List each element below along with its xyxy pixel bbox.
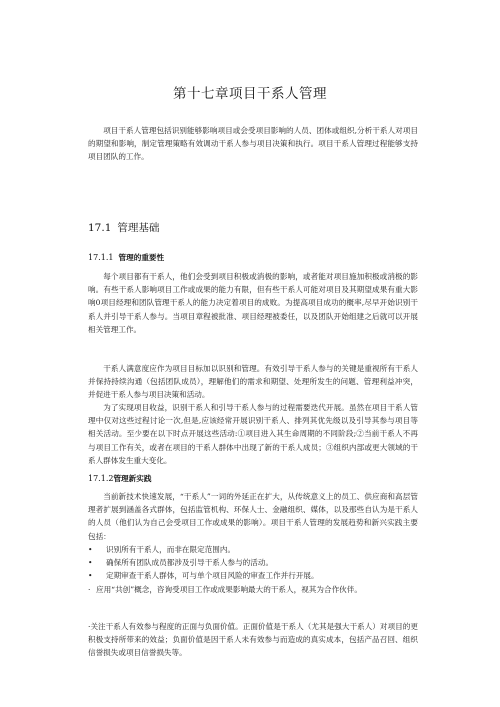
bullet-mark: ·: [88, 584, 91, 594]
section-heading: [88, 220, 159, 235]
subsection-1-paragraph-3: 为了实现项目收益，识别干系人和引导干系人参与的过程需要迭代开展。虽然在项目干系人管理中仅对这些过程讨论一次,但是,应该经常开展识别干系人、排列其优先级以及引导其参与项目等相关活动。至少要在以下时点开展这些活动:①项目进入其生命周期的不同阶段;②当前干系人不再与项目工作有关，或者在项目的干系人群体中出现了新的干系人成员；③组织内部或更大领域的干系人群体发生重大变化。: [88, 403, 418, 465]
list-item: [88, 556, 418, 569]
subsection-1-paragraph-2: 干系人满意度应作为项目目标加以识别和管理。有效引导干系人参与的关键是重视所有干系人并保持持续沟通（包括团队成员），理解他们的需求和期望、处理所发生的问题、管理利益冲突，并促进干系人参与项目决策和活动。: [88, 364, 418, 400]
list-item: [88, 569, 418, 582]
list-item-text: 应用“共创”概念，咨询受项目工作或成果影响最大的干系人，视其为合作伙伴。: [96, 584, 362, 594]
subsection-2-title: 管理新实践: [113, 474, 152, 483]
practices-list: [88, 543, 418, 596]
subsection-2-closing-paragraph: ·关注干系人有效参与程度的正面与负面价值。正面价值是干系人（尤其是强大干系人）对项目的更积极支持所带来的效益；负面价值是因干系人未有效参与而造成的真实成本，包括产品召回、组织信誉损失或项目信誉损失等。: [88, 622, 418, 658]
subsection-2-intro-paragraph: 当前新技术快速发展，“干系人”一词的外延正在扩大，从传统意义上的员工、供应商和高层管理者扩展到涵盖各式群体，包括监管机构、环保人士、金融组织、媒体，以及那些自认为是干系人的人员（他们认为自己会受项目工作或成果的影响）。项目干系人管理的发展趋势和新兴实践主要包括：: [88, 492, 418, 541]
bullet-mark: •: [88, 545, 93, 554]
section-title: 管理基础: [117, 222, 160, 234]
bullet-mark: •: [88, 558, 93, 568]
list-item: [88, 583, 418, 596]
bullet-mark: •: [88, 571, 93, 581]
chapter-title: 第十七章项目干系人管理: [173, 86, 327, 102]
list-item-text: 识别所有干系人，而非在限定范围内。: [106, 545, 236, 554]
chapter-intro-paragraph: 项目干系人管理包括识别能够影响项目或会受项目影响的人员、团体或组织,分析干系人对项目的期望和影响，制定管理策略有效调动干系人参与项目决策和执行。项目干系人管理过程能够支持项目团队的工作。: [88, 126, 418, 162]
list-item-text: 定期审查干系人群体，可与单个项目风险的审查工作并行开展。: [106, 571, 319, 581]
list-item: [88, 543, 418, 556]
list-item-text: 确保所有团队成员都涉及引导干系人参与的活动。: [106, 558, 274, 568]
subsection-heading-2: [88, 473, 151, 484]
subsection-heading-1: [88, 252, 164, 263]
subsection-2-number: 17.1.2: [88, 474, 114, 483]
subsection-1-title: 管理的重要性: [118, 253, 165, 262]
section-number: 17.1: [88, 222, 112, 234]
subsection-1-paragraph-1: 每个项目都有干系人，他们会受到项目积极或消极的影响，或者能对项目施加积极或消极的影响。有些干系人影响项目工作或成果的能力有限，但有些干系人可能对项目及其期望成果有重大影响0项目经理和团队管理干系人的能力决定着项目的成败。为提高项目成功的概率,尽早开始识别干系人并引导干系人参与。当项目章程被批准、项目经理被委任，以及团队开始组建之后就可以开展相关管理工作。: [88, 272, 418, 334]
subsection-1-number: 17.1.1: [88, 253, 114, 262]
